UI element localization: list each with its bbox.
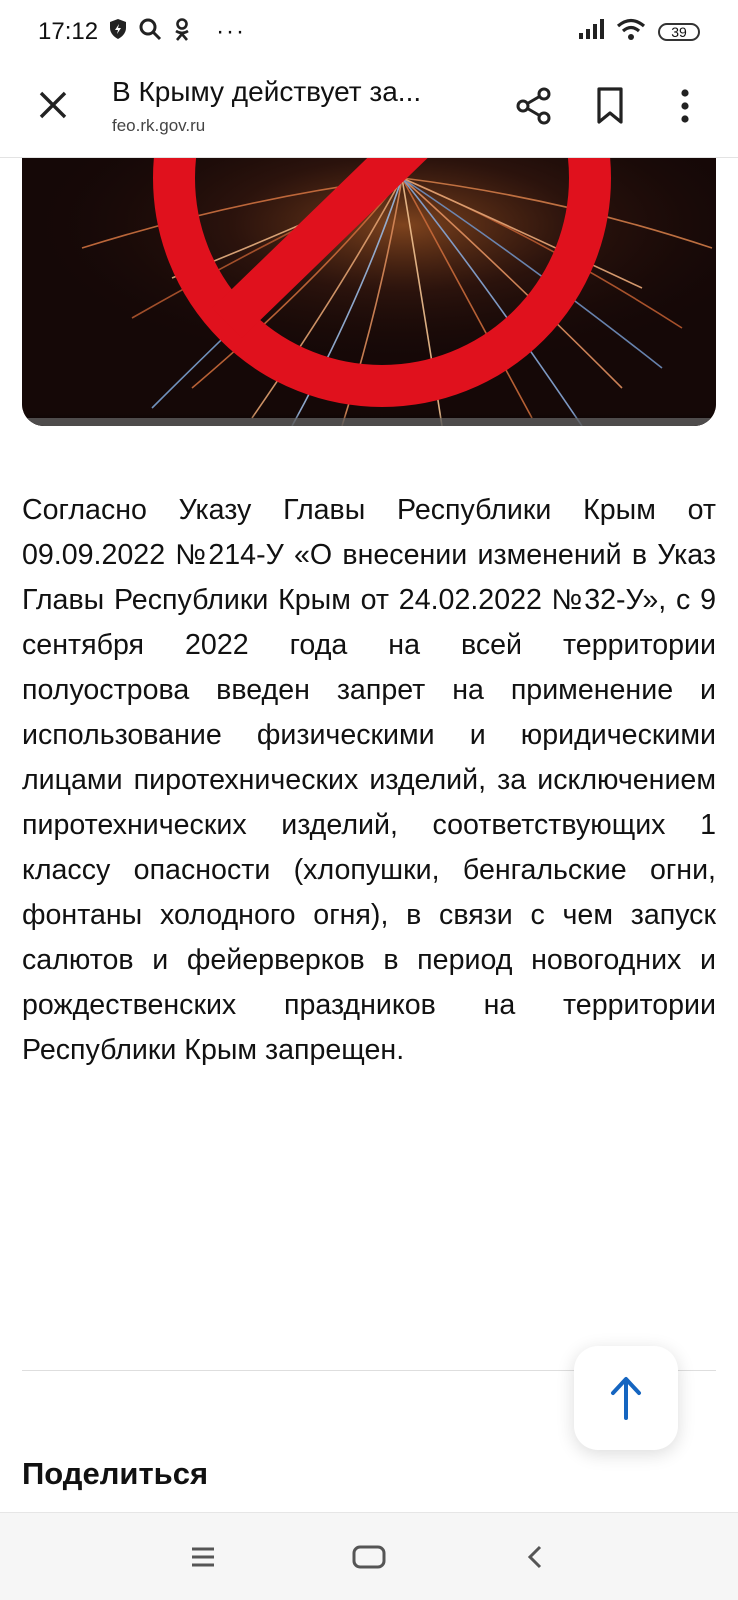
status-right bbox=[578, 17, 700, 48]
page-title: В Крыму действует за... bbox=[112, 76, 422, 107]
system-nav-bar bbox=[0, 1512, 738, 1600]
close-icon[interactable] bbox=[34, 86, 72, 124]
bookmark-icon[interactable] bbox=[586, 82, 634, 130]
search-icon bbox=[138, 17, 162, 48]
hero-image bbox=[22, 158, 716, 426]
status-time: 17:12 bbox=[38, 18, 99, 45]
more-notifications-icon: ··· bbox=[216, 18, 247, 45]
battery-icon: 39 bbox=[658, 23, 700, 41]
fireworks-prohibited-illustration bbox=[22, 158, 716, 426]
shield-icon bbox=[108, 18, 128, 47]
browser-toolbar bbox=[0, 64, 738, 158]
arrow-up-icon bbox=[609, 1375, 643, 1421]
article-body: Согласно Указу Главы Республики Крым от 09.09.2022 №214-У «О внесении изменений в Указ Главы Республики Крым от 24.02.2022 №32-У», с 9 сентября 2022 года на всей территории полуострова введен запрет на применение и использование физическими и юридическими лицами пиротехнических изделий, за исключением пиротехнических изделий, соответствующих 1 классу опасности (хлопушки, бенгальские огни, фонтаны холодного огня), в связи с чем запуск салютов и фейерверков в период новогодних и рождественских праздников на территории Республики Крым запрещен. bbox=[22, 494, 716, 1066]
menu-icon[interactable] bbox=[178, 1535, 228, 1579]
scroll-to-top-button[interactable] bbox=[574, 1346, 678, 1450]
home-icon[interactable] bbox=[344, 1535, 394, 1579]
status-left bbox=[38, 17, 246, 48]
page-domain: feo.rk.gov.ru bbox=[112, 116, 206, 135]
back-icon[interactable] bbox=[510, 1535, 560, 1579]
status-bar bbox=[0, 0, 738, 64]
share-icon[interactable] bbox=[510, 82, 558, 130]
title-block bbox=[112, 74, 472, 136]
share-heading: Поделиться bbox=[22, 1456, 209, 1491]
signal-icon bbox=[578, 18, 604, 47]
more-icon[interactable] bbox=[661, 82, 709, 130]
wifi-icon bbox=[616, 17, 646, 48]
ok-icon bbox=[172, 17, 192, 48]
